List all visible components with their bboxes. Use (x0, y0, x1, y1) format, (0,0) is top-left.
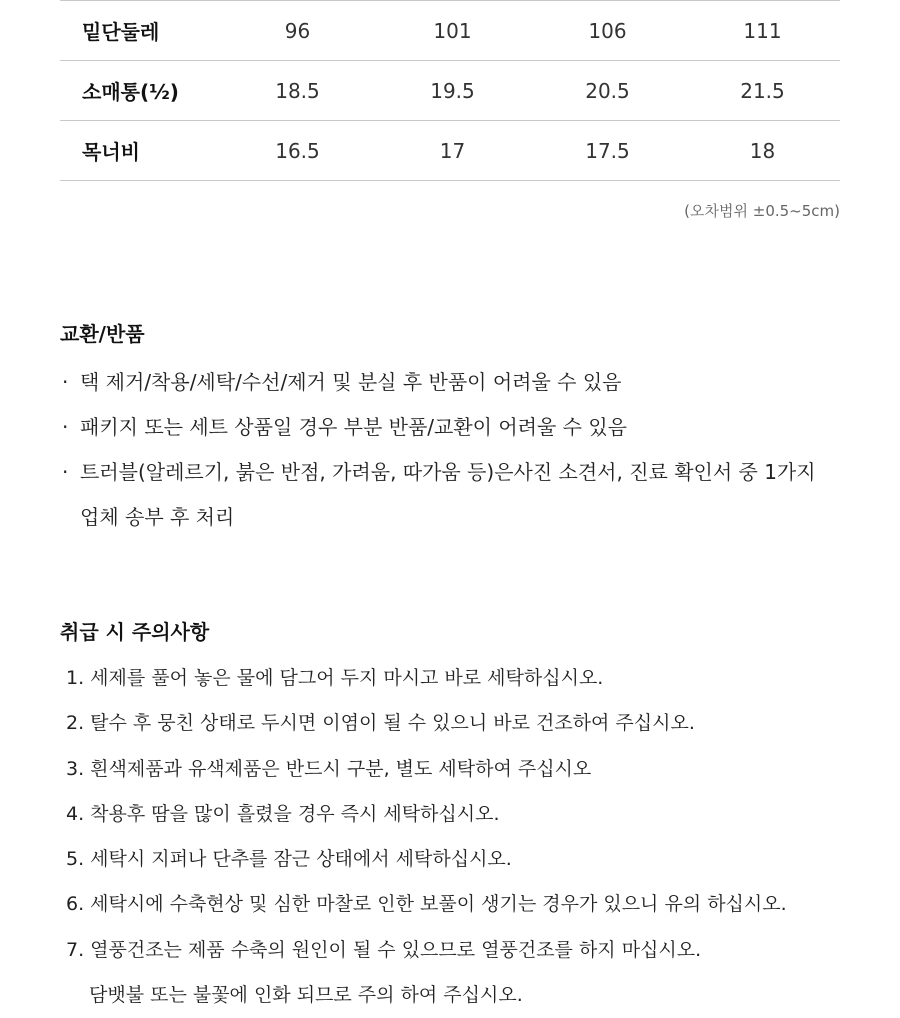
table-cell: 18.5 (220, 61, 375, 121)
list-item-text: 세제를 풀어 놓은 물에 담그어 두지 마시고 바로 세탁하십시오. (90, 667, 604, 689)
exchange-list (62, 360, 816, 540)
list-item-number: 6. (66, 893, 85, 916)
table-cell: 96 (220, 1, 375, 61)
list-item (66, 837, 787, 882)
list-item-number: 3. (66, 757, 85, 780)
list-item-text: 패키지 또는 세트 상품일 경우 부분 반품/교환이 어려울 수 있음 (80, 415, 627, 439)
bullet-dot: · (62, 415, 69, 439)
table-cell: 20.5 (530, 61, 685, 121)
table-cell: 17.5 (530, 121, 685, 181)
table-cell: 16.5 (220, 121, 375, 181)
list-item (66, 656, 787, 701)
list-item-text: 탈수 후 뭉친 상태로 두시면 이염이 될 수 있으니 바로 건조하여 주십시오. (90, 712, 695, 735)
row-label: 소매통(½) (60, 61, 220, 121)
table-cell: 111 (685, 1, 840, 61)
list-item-text: 착용후 땀을 많이 흘렸을 경우 즉시 세탁하십시오. (90, 802, 500, 825)
care-list (66, 656, 787, 1018)
table-cell: 21.5 (685, 61, 840, 121)
list-item (62, 450, 816, 540)
list-item-text: 세탁시에 수축현상 및 심한 마찰로 인한 보풀이 생기는 경우가 있으니 유의 하십시오. (90, 893, 787, 916)
list-item-continuation: 담뱃불 또는 불꽃에 인화 되므로 주의 하여 주십시오. (89, 984, 523, 1007)
list-item-text: 흰색제품과 유색제품은 반드시 구분, 별도 세탁하여 주십시오 (90, 757, 592, 780)
row-label: 목너비 (60, 121, 220, 181)
table-row (60, 61, 840, 121)
row-label: 밑단둘레 (60, 1, 220, 61)
list-item-number: 5. (66, 848, 85, 871)
bullet-dot: · (62, 460, 69, 484)
list-item (62, 360, 816, 405)
list-item-continuation: 업체 송부 후 처리 (80, 505, 235, 529)
list-item (66, 882, 787, 927)
list-item-number: 2. (66, 712, 85, 735)
list-item (66, 701, 787, 746)
list-item-number: 4. (66, 802, 85, 825)
list-item (66, 928, 787, 1018)
table-cell: 106 (530, 1, 685, 61)
bullet-dot: · (62, 370, 69, 394)
tolerance-note: (오차범위 ±0.5~5cm) (684, 202, 840, 220)
list-item-number: 7. (66, 938, 85, 961)
table-cell: 19.5 (375, 61, 530, 121)
list-item (62, 405, 816, 450)
list-item-number: 1. (66, 667, 85, 689)
list-item-text: 세탁시 지퍼나 단추를 잠근 상태에서 세탁하십시오. (90, 848, 512, 871)
table-row (60, 121, 840, 181)
table-row (60, 1, 840, 61)
table-cell: 17 (375, 121, 530, 181)
list-item-text: 트러블(알레르기, 붉은 반점, 가려움, 따가움 등)은사진 소견서, 진료 확인서 중 1가지 (80, 460, 816, 484)
size-table (60, 0, 840, 181)
care-section-title: 취급 시 주의사항 (60, 620, 210, 644)
exchange-section-title: 교환/반품 (60, 322, 145, 346)
list-item (66, 792, 787, 837)
table-cell: 101 (375, 1, 530, 61)
list-item (66, 747, 787, 792)
table-cell: 18 (685, 121, 840, 181)
list-item-text: 열풍건조는 제품 수축의 원인이 될 수 있으므로 열풍건조를 하지 마십시오. (90, 938, 702, 961)
list-item-text: 택 제거/착용/세탁/수선/제거 및 분실 후 반품이 어려울 수 있음 (80, 370, 622, 394)
